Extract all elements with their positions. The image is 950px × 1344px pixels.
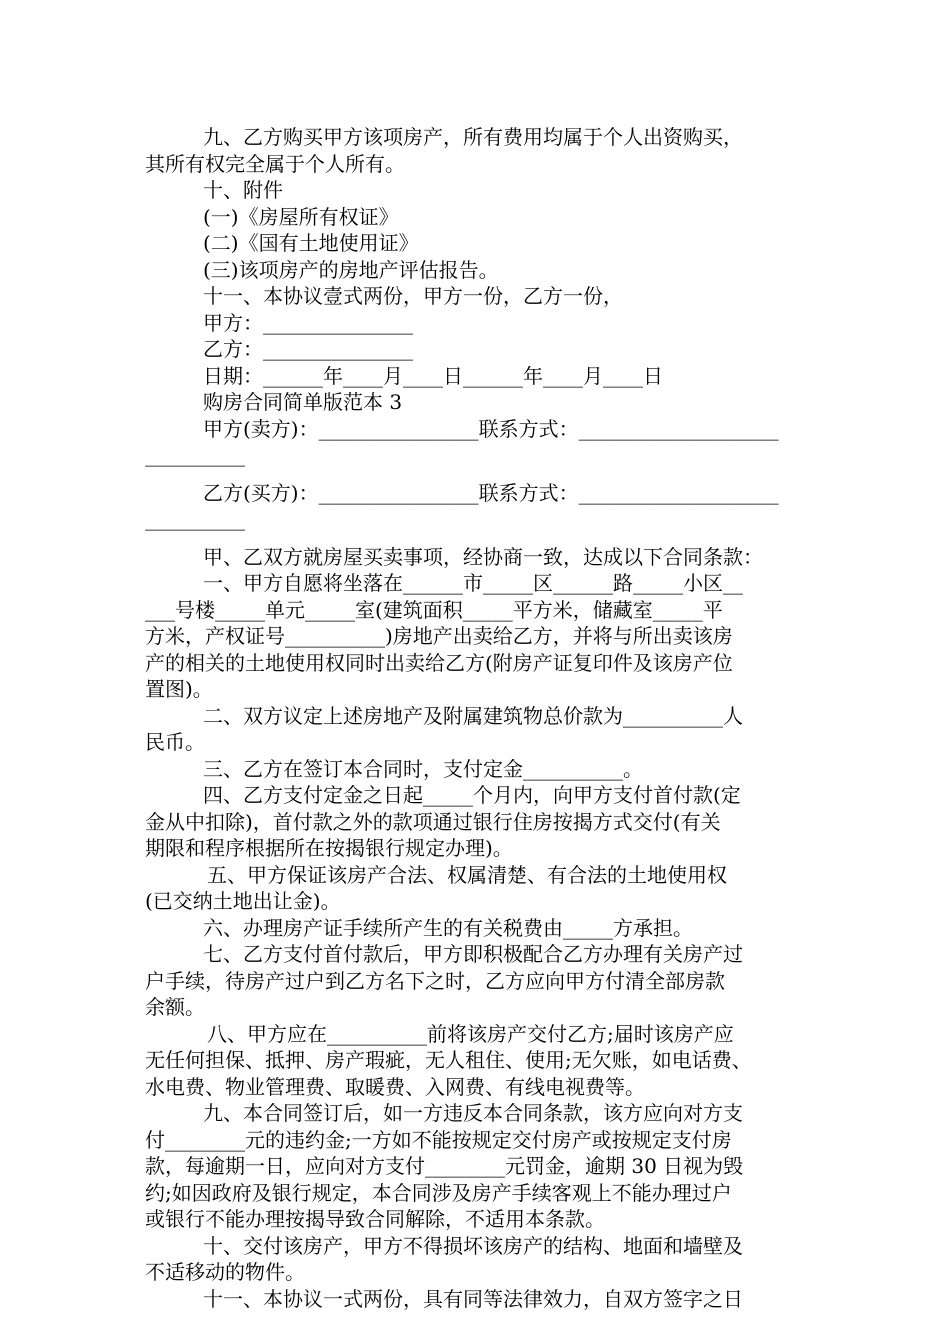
text-line: (三)该项房产的房地产评估报告。 — [203, 257, 499, 282]
text-line: (一)《房屋所有权证》 — [203, 204, 399, 229]
text-line: 日期：______年____月____日______年____月____日 — [203, 363, 663, 388]
text-line: __________ — [145, 443, 245, 467]
text-line: (二)《国有土地使用证》 — [203, 231, 419, 255]
spacer — [145, 469, 825, 480]
text-line: 约;如因政府及银行规定，本合同涉及房产手续客观上不能办理过户 — [145, 1180, 732, 1205]
text-line: 六、办理房产证手续所产生的有关税费由_____方承担。 — [203, 915, 693, 940]
text-line: 户手续，待房产过户到乙方名下之时，乙方应向甲方付清全部房款 — [145, 968, 725, 993]
text-line: 九、本合同签订后，如一方违反本合同条款，该方应向对方支 — [203, 1101, 743, 1125]
text-line: 不适移动的物件。 — [145, 1260, 305, 1284]
text-line: __________ — [145, 507, 245, 531]
document-page — [145, 124, 825, 1312]
text-line: 民币。 — [145, 730, 205, 754]
text-line: 八、甲方应在__________前将该房产交付乙方;届时该房产应 — [207, 1021, 734, 1046]
text-line: 期限和程序根据所在按揭银行规定办理)。 — [145, 836, 513, 860]
text-line: 金从中扣除)，首付款之外的款项通过银行住房按揭方式交付(有关 — [145, 809, 721, 834]
text-line: 甲方：_______________ — [203, 310, 413, 335]
text-line: 三、乙方在签订本合同时，支付定金__________。 — [203, 756, 643, 781]
text-line: 甲、乙双方就房屋买卖事项，经协商一致，达成以下合同条款： — [203, 544, 763, 569]
text-line: 九、乙方购买甲方该项房产，所有费用均属于个人出资购买， — [203, 125, 743, 149]
text-line: 十一、本协议一式两份，具有同等法律效力，自双方签字之日 — [203, 1286, 743, 1311]
text-line: (已交纳土地出让金)。 — [145, 889, 341, 913]
text-line: 方米，产权证号__________)房地产出卖给乙方，并将与所出卖该房 — [145, 624, 733, 648]
text-line: 四、乙方支付定金之日起_____个月内，向甲方支付首付款(定 — [203, 783, 741, 807]
text-line: 水电费、物业管理费、取暖费、入网费、有线电视费等。 — [145, 1074, 645, 1099]
text-line: 其所有权完全属于个人所有。 — [145, 151, 405, 176]
spacer — [145, 533, 825, 544]
text-line: 一、甲方自愿将坐落在______市_____区______路_____小区__ — [203, 571, 743, 595]
text-line: 乙方(买方)：________________联系方式：____________________ — [203, 480, 779, 505]
text-line: 产的相关的土地使用权同时出卖给乙方(附房产证复印件及该房产位 — [145, 650, 733, 675]
text-line: 十、交付该房产，甲方不得损坏该房产的结构、地面和墙壁及 — [203, 1233, 743, 1258]
text-line: 置图)。 — [145, 677, 213, 701]
text-line: 十、附件 — [203, 178, 283, 202]
text-line: 甲方(卖方)：________________联系方式：____________________ — [203, 416, 779, 441]
text-line: 款，每逾期一日，应向对方支付________元罚金，逾期 30 日视为毁 — [145, 1154, 744, 1178]
text-line: 乙方：_______________ — [203, 337, 413, 361]
text-line: 五、甲方保证该房产合法、权属清楚、有合法的土地使用权 — [207, 862, 727, 887]
text-line: 或银行不能办理按揭导致合同解除，不适用本条款。 — [145, 1207, 605, 1231]
text-line: ___号楼_____单元_____室(建筑面积_____平方米，储藏室_____平 — [145, 597, 723, 622]
text-line: 十一、本协议壹式两份，甲方一份，乙方一份， — [203, 284, 623, 308]
text-line: 余额。 — [145, 995, 205, 1019]
text-line: 付________元的违约金;一方如不能按规定交付房产或按规定支付房 — [145, 1127, 732, 1152]
text-line: 七、乙方支付首付款后，甲方即积极配合乙方办理有关房产过 — [203, 942, 743, 966]
text-line: 无任何担保、抵押、房产瑕疵，无人租住、使用;无欠账，如电话费、 — [145, 1048, 752, 1072]
text-line: 二、双方议定上述房地产及附属建筑物总价款为__________人 — [203, 703, 743, 728]
section-title: 购房合同简单版范本 3 — [203, 390, 403, 414]
